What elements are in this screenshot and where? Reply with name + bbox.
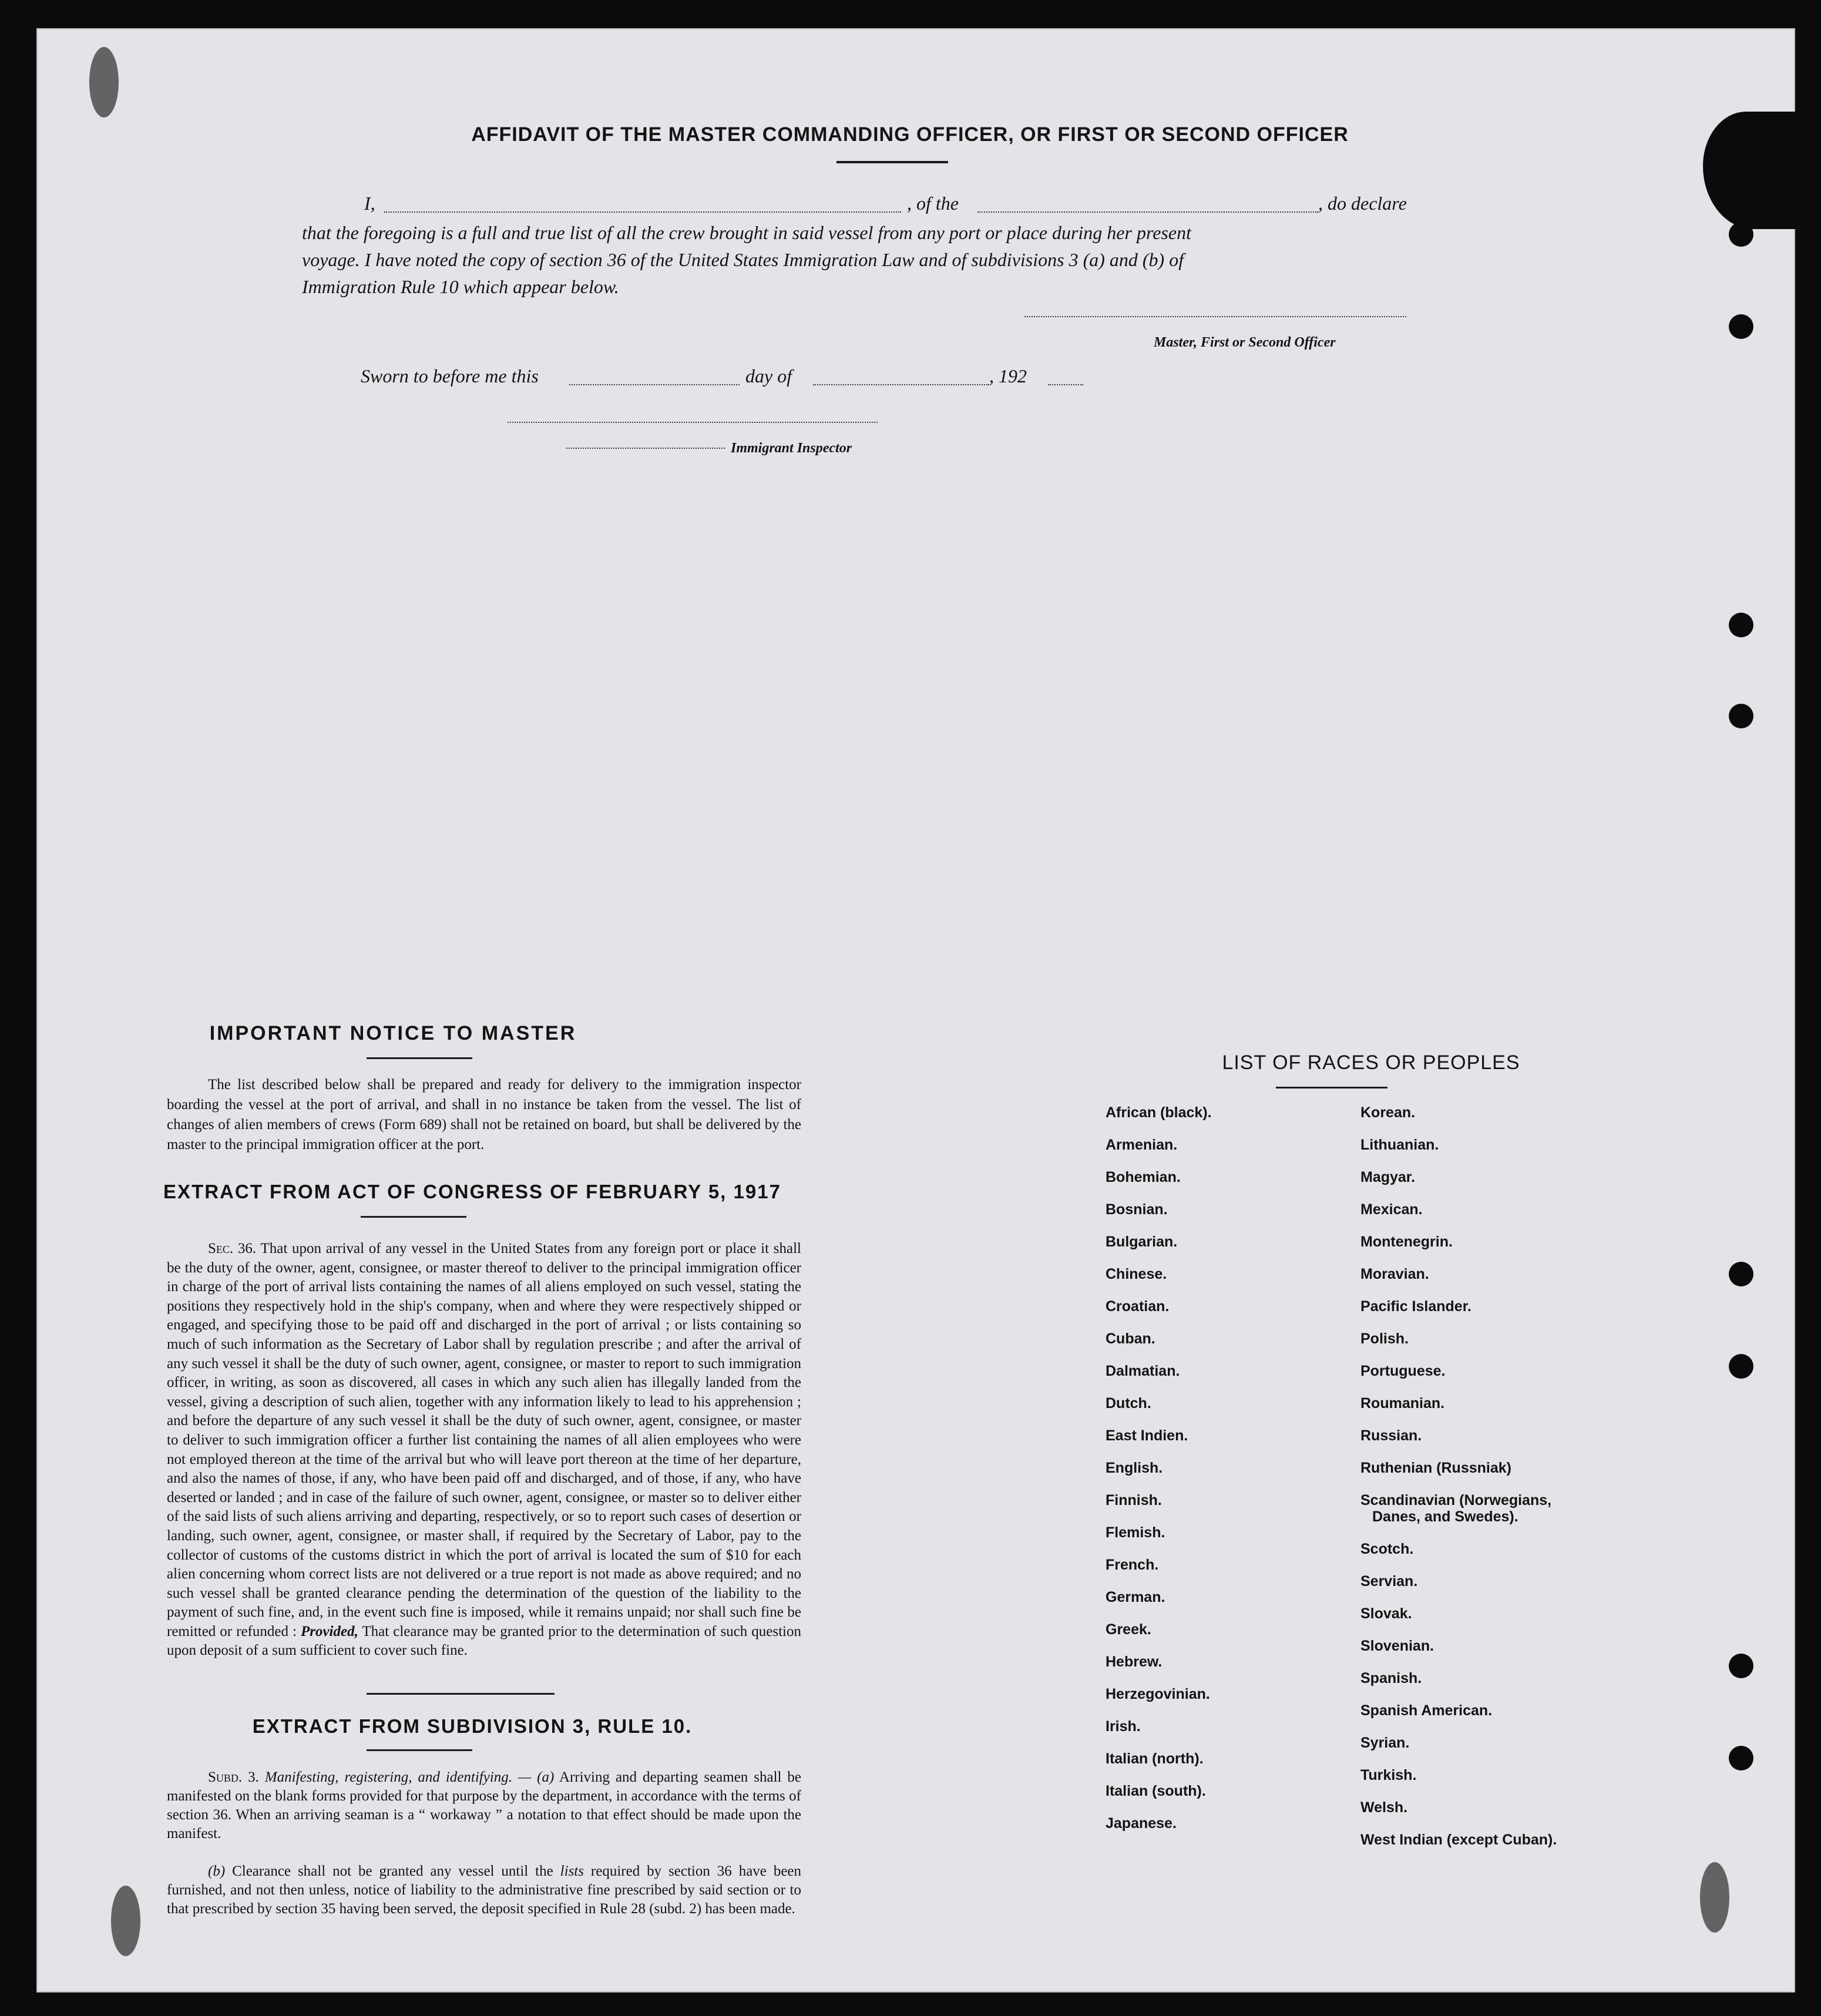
rule-subd-label: Subd. 3. — [208, 1769, 259, 1785]
race-item: Russian. — [1360, 1427, 1422, 1444]
race-item: Dutch. — [1106, 1395, 1151, 1412]
race-item: German. — [1106, 1589, 1165, 1605]
race-item: Syrian. — [1360, 1735, 1410, 1751]
race-item: Scandinavian (Norwegians, — [1360, 1492, 1552, 1508]
race-item: Spanish. — [1360, 1670, 1422, 1686]
affidavit-title-rule — [836, 161, 948, 163]
race-item: East Indien. — [1106, 1427, 1188, 1444]
race-item: Roumanian. — [1360, 1395, 1445, 1412]
race-item: Ruthenian (Russniak) — [1360, 1460, 1511, 1476]
race-item: Danes, and Swedes). — [1372, 1508, 1518, 1525]
race-item: Italian (south). — [1106, 1783, 1206, 1799]
race-item: Flemish. — [1106, 1524, 1165, 1541]
document-page — [36, 28, 1795, 1993]
races-title-rule — [1276, 1087, 1387, 1088]
race-item: Lithuanian. — [1360, 1137, 1439, 1153]
act-title-rule — [361, 1216, 466, 1218]
corner-smudge-bottom-left — [111, 1886, 140, 1956]
notice-text: The list described below shall be prepared and ready for delivery to the immigration inspector boarding the vessel at the port of arrival, and shall in no instance be taken from the vessel. The list of changes of alien members of crews (Form 689) shall not be retained on board, but shall be delivered by the master to the principal immigration officer at the port. — [167, 1077, 801, 1153]
race-item: Turkish. — [1360, 1767, 1417, 1783]
race-item: Slovenian. — [1360, 1638, 1434, 1654]
race-item: Slovak. — [1360, 1605, 1412, 1622]
act-end-rule — [367, 1693, 555, 1695]
rule-title: EXTRACT FROM SUBDIVISION 3, RULE 10. — [252, 1715, 693, 1737]
affidavit-i: I, — [364, 193, 375, 214]
race-item: Moravian. — [1360, 1266, 1429, 1282]
race-item: Bulgarian. — [1106, 1234, 1178, 1250]
affidavit-line-3: voyage. I have noted the copy of section 36 of the United States Immigration Law and of subdivisions 3 (a) and (b) of — [302, 249, 1184, 270]
act-title: EXTRACT FROM ACT OF CONGRESS OF FEBRUARY 5, 1917 — [163, 1181, 781, 1202]
races-title: LIST OF RACES OR PEOPLES — [1222, 1051, 1520, 1074]
sworn-month-field[interactable] — [813, 384, 989, 385]
rule-a-text: Arriving and departing seamen shall be manifested on the blank forms provided for that purpose by the department, in accordance with the terms of section 36. When an arriving seaman is a “ workaway ” a notation to that effect should be made upon the manifest. — [167, 1769, 802, 1842]
race-item: Italian (north). — [1106, 1750, 1204, 1767]
race-item: Pacific Islander. — [1360, 1298, 1471, 1315]
sworn-text: Sworn to before me this — [361, 365, 539, 387]
race-item: English. — [1106, 1460, 1163, 1476]
punch-hole — [1729, 222, 1753, 247]
sworn-year: , 192 — [989, 365, 1027, 387]
race-item: Japanese. — [1106, 1815, 1177, 1832]
race-item: Chinese. — [1106, 1266, 1167, 1282]
affiant-name-field[interactable] — [384, 211, 901, 213]
punch-hole — [1729, 1654, 1753, 1678]
sworn-day-field[interactable] — [569, 384, 740, 385]
race-item: Korean. — [1360, 1104, 1416, 1121]
punch-hole — [1729, 1262, 1753, 1286]
affidavit-declare: , do declare — [1318, 193, 1407, 214]
sworn-year-field[interactable] — [1048, 384, 1083, 385]
race-item: Herzegovinian. — [1106, 1686, 1210, 1702]
rule-subd-b — [167, 1862, 801, 1918]
race-item: Dalmatian. — [1106, 1363, 1180, 1379]
rule-title-rule — [367, 1749, 472, 1751]
race-item: Welsh. — [1360, 1799, 1408, 1816]
race-item: Magyar. — [1360, 1169, 1416, 1185]
punch-hole — [1729, 1354, 1753, 1379]
race-item: Armenian. — [1106, 1137, 1178, 1153]
race-item: Finnish. — [1106, 1492, 1162, 1508]
race-item: French. — [1106, 1557, 1159, 1573]
race-item: Cuban. — [1106, 1330, 1155, 1347]
race-item: Spanish American. — [1360, 1702, 1493, 1719]
act-provided: Provided, — [300, 1623, 358, 1639]
rule-b-lists: lists — [560, 1863, 584, 1879]
rule-a-label: — (a) — [518, 1769, 555, 1785]
rule-b-text-2: required by section 36 have been furnished, and not then unless, notice of liability to the administrative fine prescribed by said section or to that prescribed by section 35 having been served, the deposit specified in Rule 28 (subd. 2) has been made. — [167, 1863, 802, 1917]
race-item: Greek. — [1106, 1621, 1151, 1638]
rule-b-text-1: Clearance shall not be granted any vessel until the — [232, 1863, 553, 1879]
rule-subd-a — [167, 1768, 801, 1843]
punch-hole — [1729, 314, 1753, 339]
punch-hole — [1729, 704, 1753, 728]
race-item: Croatian. — [1106, 1298, 1170, 1315]
act-section-end: That clearance may be granted prior to the determination of such question upon deposit of a sum sufficient to cover such fine. — [167, 1623, 802, 1659]
sworn-day-of: day of — [745, 365, 792, 387]
act-section-body: That upon arrival of any vessel in the United States from any foreign port or place it shall be the duty of the owner, agent, consignee, or master thereof to deliver to the principal immigration officer in charge of the port of arrival lists containing the names of all aliens employed on such vessel, stating the positions they respectively hold in the ship's company, when and where they were respectively shipped or engaged, and specifying those to be paid off and discharged in the port of arrival ; or lists containing so much of such information as the Secretary of Labor shall by regulation prescribe ; and after the arrival of any such vessel it shall be the duty of such owner, agent, consignee, or master to report to such immigration officer, in writing, as soon as discovered, all cases in which any such alien has illegally landed from the vessel, giving a description of such alien, together with any information likely to lead to his apprehension ; and before the departure of any such vessel it shall be the duty of such owner, agent, consignee, or master to deliver to such immigration officer a further list containing the names of all alien employees who were not employed thereon at the time of the arrival but who will leave port thereon at the time of her departure, and also the names of those, if any, who have been paid off and discharged, and of those, if any, who have deserted or landed ; and in case of the failure of such owner, agent, consignee, or master so to deliver either of the said lists of such aliens arriving and departing, respectively, or so to report such cases of desertion or landing, such owner, agent, consignee, or master shall, if required by the Secretary of Labor, pay to the collector of customs of the customs district in which the port of arrival is located the sum of $10 for each alien concerning whom correct lists are not delivered or a true report is not made as above required; and no such vessel shall be granted clearance pending the determination of the question of the liability to the payment of such fine, and, in the event such fine is imposed, while it remains unpaid; nor shall such fine be remitted or refunded : — [167, 1241, 801, 1639]
inspector-signature-field[interactable] — [508, 422, 878, 423]
race-item: West Indian (except Cuban). — [1360, 1832, 1557, 1848]
act-section-label: Sec. 36. — [208, 1241, 257, 1256]
affidavit-line-4: Immigration Rule 10 which appear below. — [302, 276, 619, 297]
master-signature-caption: Master, First or Second Officer — [1154, 335, 1336, 350]
punch-hole — [1729, 1746, 1753, 1770]
race-item: Portuguese. — [1360, 1363, 1446, 1379]
race-item: Bohemian. — [1106, 1169, 1181, 1185]
notice-title-rule — [367, 1057, 472, 1059]
rule-b-label: (b) — [208, 1863, 226, 1879]
master-signature-field[interactable] — [1024, 316, 1406, 317]
vessel-name-field[interactable] — [977, 211, 1318, 213]
race-item: Bosnian. — [1106, 1201, 1168, 1218]
race-item: Polish. — [1360, 1330, 1409, 1347]
affidavit-title: AFFIDAVIT OF THE MASTER COMMANDING OFFICER, OR FIRST OR SECOND OFFICER — [471, 123, 1349, 146]
inspector-line-short — [566, 448, 725, 449]
notice-title: IMPORTANT NOTICE TO MASTER — [209, 1022, 577, 1044]
race-item: Hebrew. — [1106, 1654, 1163, 1670]
torn-corner — [1703, 112, 1797, 229]
corner-smudge-top-left — [89, 47, 119, 117]
rule-subd-heading: Manifesting, registering, and identifying. — [264, 1769, 513, 1785]
race-item: Servian. — [1360, 1573, 1418, 1590]
act-text — [167, 1239, 801, 1661]
race-item: Mexican. — [1360, 1201, 1423, 1218]
race-item: African (black). — [1106, 1104, 1212, 1121]
race-item: Irish. — [1106, 1718, 1141, 1735]
inspector-caption: Immigrant Inspector — [731, 441, 852, 456]
affidavit-line-2: that the foregoing is a full and true list of all the crew brought in said vessel from any port or place during her present — [302, 222, 1191, 243]
race-item: Montenegrin. — [1360, 1234, 1453, 1250]
corner-smudge-bottom-right — [1700, 1862, 1729, 1933]
punch-hole — [1729, 613, 1753, 637]
race-item: Scotch. — [1360, 1541, 1414, 1557]
affidavit-of-the: , of the — [907, 193, 959, 214]
